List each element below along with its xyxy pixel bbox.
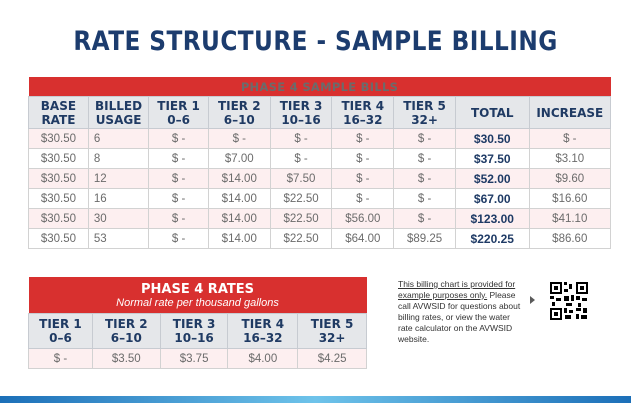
cell-base-rate: $30.50 bbox=[29, 149, 89, 169]
cell-increase: $41.10 bbox=[529, 209, 610, 229]
cell-tier-4: $64.00 bbox=[332, 229, 394, 249]
header-tier-3: TIER 3 10–16 bbox=[270, 97, 332, 129]
rates-header-tier-1: TIER 1 0–6 bbox=[29, 314, 93, 349]
qr-code-icon[interactable] bbox=[549, 281, 589, 321]
rates-header-tier-5: TIER 5 32+ bbox=[298, 314, 367, 349]
cell-increase: $9.60 bbox=[529, 169, 610, 189]
cell-tier-5: $ - bbox=[394, 169, 456, 189]
cell-tier-4: $ - bbox=[332, 169, 394, 189]
cell-total: $30.50 bbox=[455, 129, 529, 149]
cell-tier-4: $56.00 bbox=[332, 209, 394, 229]
cell-total: $37.50 bbox=[455, 149, 529, 169]
cell-tier-1: $ - bbox=[149, 149, 209, 169]
table-row bbox=[29, 129, 611, 149]
cell-base-rate: $30.50 bbox=[29, 169, 89, 189]
rates-banner-subtitle: Normal rate per thousand gallons bbox=[116, 296, 279, 309]
rates-banner bbox=[29, 277, 367, 314]
cell-base-rate: $30.50 bbox=[29, 129, 89, 149]
table-row bbox=[29, 189, 611, 209]
rate-tier-4: $4.00 bbox=[228, 349, 298, 369]
rate-tier-5: $4.25 bbox=[298, 349, 367, 369]
cell-tier-3: $22.50 bbox=[270, 189, 332, 209]
cell-base-rate: $30.50 bbox=[29, 229, 89, 249]
sample-bills-table bbox=[28, 77, 611, 249]
cell-tier-3: $22.50 bbox=[270, 229, 332, 249]
sample-bills-banner: PHASE 4 SAMPLE BILLS bbox=[29, 77, 611, 97]
cell-tier-3: $ - bbox=[270, 129, 332, 149]
cell-billed-usage: 53 bbox=[88, 229, 148, 249]
cell-billed-usage: 30 bbox=[88, 209, 148, 229]
cell-total: $123.00 bbox=[455, 209, 529, 229]
cell-tier-2: $ - bbox=[208, 129, 270, 149]
cell-tier-1: $ - bbox=[149, 129, 209, 149]
cell-tier-5: $89.25 bbox=[394, 229, 456, 249]
cell-tier-1: $ - bbox=[149, 169, 209, 189]
rates-header-tier-4: TIER 4 16–32 bbox=[228, 314, 298, 349]
footer-stripe bbox=[0, 396, 631, 403]
table-row bbox=[29, 349, 367, 369]
cell-tier-1: $ - bbox=[149, 229, 209, 249]
header-tier-4: TIER 4 16–32 bbox=[332, 97, 394, 129]
play-arrow-icon bbox=[530, 296, 535, 304]
cell-total: $220.25 bbox=[455, 229, 529, 249]
cell-tier-4: $ - bbox=[332, 149, 394, 169]
cell-total: $52.00 bbox=[455, 169, 529, 189]
header-base-rate: BASE RATE bbox=[29, 97, 89, 129]
cell-increase: $3.10 bbox=[529, 149, 610, 169]
table-row bbox=[29, 169, 611, 189]
table-row bbox=[29, 229, 611, 249]
cell-billed-usage: 6 bbox=[88, 129, 148, 149]
cell-tier-3: $ - bbox=[270, 149, 332, 169]
cell-increase: $16.60 bbox=[529, 189, 610, 209]
rate-tier-2: $3.50 bbox=[92, 349, 160, 369]
page-title: RATE STRUCTURE - SAMPLE BILLING bbox=[73, 26, 558, 57]
cell-increase: $86.60 bbox=[529, 229, 610, 249]
phase-4-rates-table bbox=[28, 277, 367, 369]
billing-note bbox=[398, 279, 526, 345]
rates-header-tier-2: TIER 2 6–10 bbox=[92, 314, 160, 349]
header-billed-usage: BILLED USAGE bbox=[88, 97, 148, 129]
table-row bbox=[29, 209, 611, 229]
cell-tier-2: $14.00 bbox=[208, 209, 270, 229]
cell-increase: $ - bbox=[529, 129, 610, 149]
cell-tier-3: $7.50 bbox=[270, 169, 332, 189]
cell-tier-5: $ - bbox=[394, 209, 456, 229]
cell-base-rate: $30.50 bbox=[29, 209, 89, 229]
billing-note-text: Please call AVWSID for questions about billing rates, or view the water rate calculator on the AVWSID website. bbox=[398, 290, 521, 344]
cell-tier-2: $14.00 bbox=[208, 169, 270, 189]
header-tier-2: TIER 2 6–10 bbox=[208, 97, 270, 129]
cell-tier-5: $ - bbox=[394, 149, 456, 169]
rate-tier-3: $3.75 bbox=[160, 349, 228, 369]
cell-tier-4: $ - bbox=[332, 129, 394, 149]
cell-tier-1: $ - bbox=[149, 189, 209, 209]
cell-tier-5: $ - bbox=[394, 189, 456, 209]
rates-banner-title: PHASE 4 RATES bbox=[141, 281, 254, 297]
cell-billed-usage: 8 bbox=[88, 149, 148, 169]
cell-tier-2: $7.00 bbox=[208, 149, 270, 169]
cell-tier-5: $ - bbox=[394, 129, 456, 149]
cell-total: $67.00 bbox=[455, 189, 529, 209]
table-row bbox=[29, 149, 611, 169]
rates-header-tier-3: TIER 3 10–16 bbox=[160, 314, 228, 349]
header-tier-1: TIER 1 0–6 bbox=[149, 97, 209, 129]
cell-base-rate: $30.50 bbox=[29, 189, 89, 209]
rate-tier-1: $ - bbox=[29, 349, 93, 369]
cell-tier-1: $ - bbox=[149, 209, 209, 229]
cell-tier-3: $22.50 bbox=[270, 209, 332, 229]
header-increase: INCREASE bbox=[529, 97, 610, 129]
cell-tier-2: $14.00 bbox=[208, 189, 270, 209]
billing-note-disclaimer: This billing chart is provided for example purposes only. bbox=[398, 279, 516, 300]
cell-billed-usage: 12 bbox=[88, 169, 148, 189]
cell-tier-4: $ - bbox=[332, 189, 394, 209]
header-total: TOTAL bbox=[455, 97, 529, 129]
cell-tier-2: $14.00 bbox=[208, 229, 270, 249]
header-tier-5: TIER 5 32+ bbox=[394, 97, 456, 129]
cell-billed-usage: 16 bbox=[88, 189, 148, 209]
